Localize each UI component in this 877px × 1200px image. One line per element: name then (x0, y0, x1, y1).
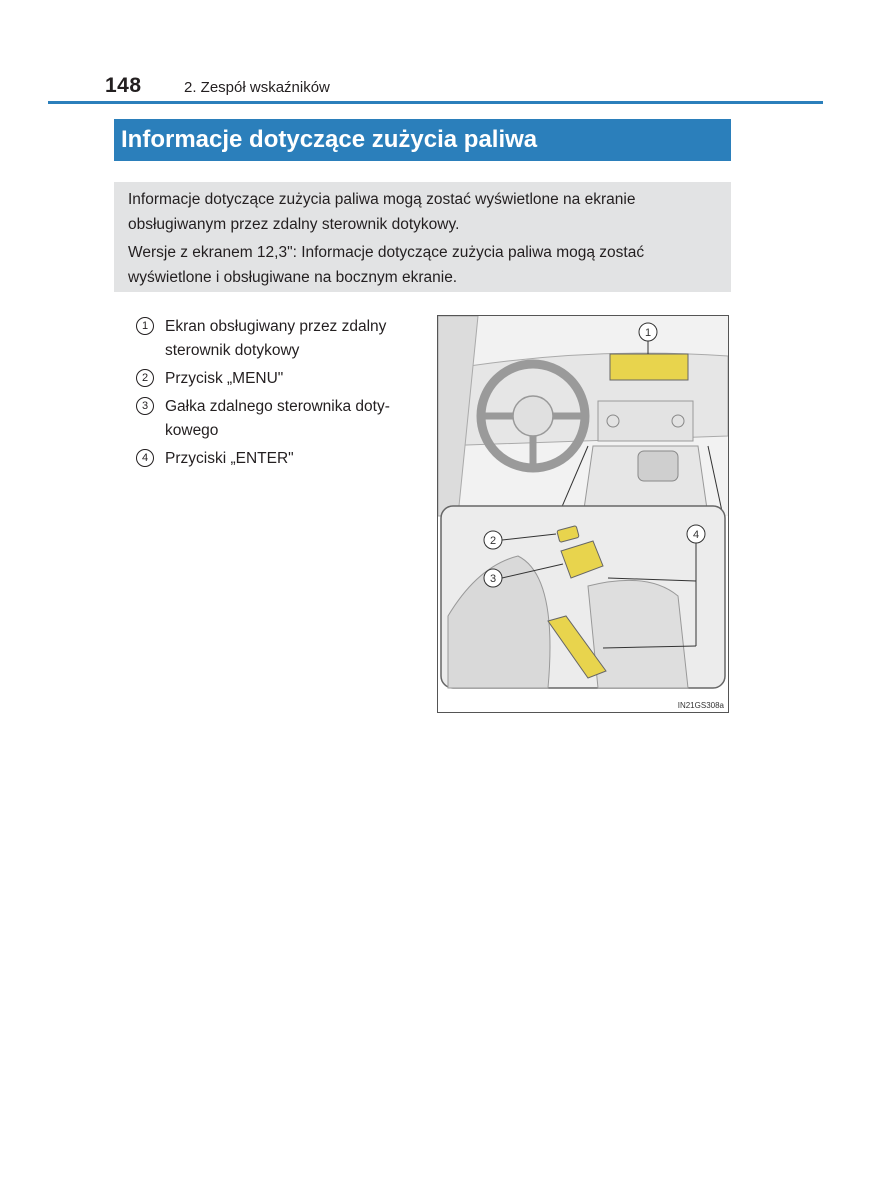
legend-list (136, 315, 428, 475)
legend-text: Przycisk „MENU" (165, 370, 284, 387)
callout-number: 1 (136, 317, 154, 335)
legend-text: Ekran obsługiwany przez zdalny sterownik dotykowy (165, 318, 387, 359)
page-number: 148 (105, 74, 142, 97)
legend-item (136, 447, 428, 471)
shifter-area (638, 451, 678, 481)
legend-text: Przyciski „ENTER" (165, 450, 294, 467)
steering-hub (513, 396, 553, 436)
callout-number: 3 (136, 397, 154, 415)
callout-number: 2 (136, 369, 154, 387)
page-header (0, 0, 877, 110)
callout-label: 1 (644, 327, 652, 339)
info-paragraph: Wersje z ekranem 12,3": Informacje dotyczące zużycia paliwa mogą zostać wyświetlone i obsługiwane na bocznym ekranie. (128, 244, 645, 286)
dashboard-illustration (437, 315, 729, 713)
display-screen-highlight (610, 354, 688, 380)
section-title: Informacje dotyczące zużycia paliwa (114, 119, 731, 161)
legend-text: Gałka zdalnego sterownika doty-kowego (165, 398, 390, 439)
legend-item (136, 315, 428, 363)
callout-label: 4 (692, 529, 700, 541)
legend-item (136, 367, 428, 391)
dashboard-drawing (438, 316, 728, 712)
info-box (114, 182, 731, 292)
header-rule (48, 101, 823, 104)
callout-label: 2 (489, 535, 497, 547)
callout-number: 4 (136, 449, 154, 467)
info-paragraph: Informacje dotyczące zużycia paliwa mogą zostać wyświetlone na ekranie obsługiwanym przez zdalny sterownik dotykowy. (128, 191, 636, 233)
legend-item (136, 395, 428, 443)
figure-code: IN21GS308a (677, 701, 724, 710)
callout-label: 3 (489, 573, 497, 585)
center-console-controls (598, 401, 693, 441)
chapter-title: 2. Zespół wskaźników (184, 79, 330, 96)
